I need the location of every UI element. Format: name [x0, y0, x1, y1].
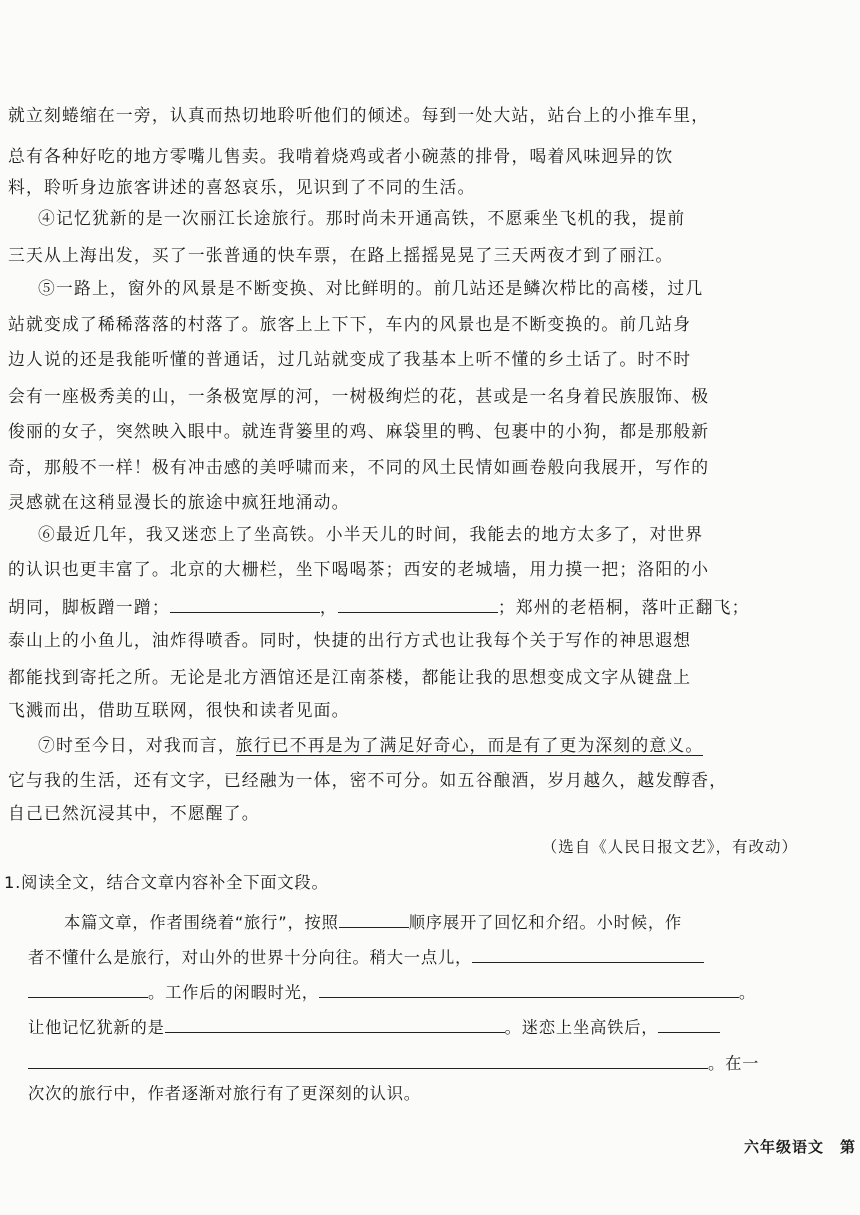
question-line: 者不懂什么是旅行，对山外的世界十分向往。稍大一点儿， — [28, 944, 704, 970]
question-line: 。在一 — [28, 1050, 759, 1076]
passage-line: 料，聆听身边旅客讲述的喜怒哀乐，见识到了不同的生活。 — [8, 177, 476, 197]
question-line: 。工作后的闲暇时光， 。 — [28, 979, 756, 1005]
source-citation: （选自《人民日报文艺》，有改动） — [541, 838, 798, 856]
paragraph-5-line: 边人说的还是我能听懂的普通话，过几站就变成了我基本上听不懂的乡土话了。时不时 — [8, 349, 692, 369]
paragraph-4-line: 三天从上海出发，买了一张普通的快车票，在路上摇摇晃晃了三天两夜才到了丽江。 — [8, 245, 674, 265]
answer-blank[interactable] — [658, 1014, 720, 1033]
answer-blank[interactable] — [338, 594, 498, 613]
answer-blank[interactable] — [170, 594, 320, 613]
answer-blank[interactable] — [28, 1050, 708, 1069]
paragraph-4-line: ④记忆犹新的是一次丽江长途旅行。那时尚未开通高铁，不愿乘坐飞机的我，提前 — [38, 208, 686, 228]
question-line: 让他记忆犹新的是 。迷恋上坐高铁后， — [28, 1014, 720, 1040]
passage-line: 就立刻蜷缩在一旁，认真而热切地聆听他们的倾述。每到一处大站，站台上的小推车里， — [8, 105, 710, 125]
paragraph-5-line: 会有一座极秀美的山，一条极宽厚的河，一树极绚烂的花，甚或是一名身着民族服饰、极 — [8, 386, 710, 406]
question-prompt: 1.阅读全文，结合文章内容补全下面文段。 — [4, 873, 329, 892]
answer-blank[interactable] — [28, 979, 148, 998]
paragraph-5-line: 奇，那般不一样！极有冲击感的美呼啸而来，不同的风土民情如画卷般向我展开，写作的 — [8, 457, 710, 477]
answer-blank[interactable] — [165, 1014, 505, 1033]
answer-blank[interactable] — [319, 979, 739, 998]
answer-blank[interactable] — [472, 944, 704, 963]
page-footer: 六年级语文 第 — [743, 1138, 856, 1156]
question-line: 本篇文章，作者围绕着“旅行”，按照 顺序展开了回忆和介绍。小时候，作 — [64, 909, 682, 935]
paragraph-5-line: 站就变成了稀稀落落的村落了。旅客上上下下，车内的风景也是不断变换的。前几站身 — [8, 314, 692, 334]
paragraph-6-line-with-blanks: 胡同，脚板蹭一蹭； ， ；郑州的老梧桐，落叶正翻飞； — [8, 594, 750, 619]
underlined-sentence: 旅行已不再是为了满足好奇心，而是有了更为深刻的意义。 — [235, 735, 704, 755]
paragraph-7-line: ⑦时至今日，对我而言，旅行已不再是为了满足好奇心，而是有了更为深刻的意义。 — [38, 735, 704, 755]
paragraph-6-line: 泰山上的小鱼儿，油炸得喷香。同时，快捷的出行方式也让我每个关于写作的神思遐想 — [8, 630, 692, 650]
paragraph-6-line: ⑥最近几年，我又迷恋上了坐高铁。小半天儿的时间，我能去的地方太多了，对世界 — [38, 524, 704, 544]
paragraph-5-line: 灵感就在这稍显漫长的旅途中疯狂地涌动。 — [8, 492, 350, 512]
answer-blank[interactable] — [339, 909, 409, 928]
paragraph-5-line: ⑤一路上，窗外的风景是不断变换、对比鲜明的。前几站还是鳞次栉比的高楼，过几 — [38, 278, 704, 298]
question-line: 次次的旅行中，作者逐渐对旅行有了更深刻的认识。 — [28, 1084, 421, 1103]
passage-line: 总有各种好吃的地方零嘴儿售卖。我啃着烧鸡或者小碗蒸的排骨，喝着风味迥异的饮 — [8, 146, 674, 166]
paragraph-5-line: 俊丽的女子，突然映入眼中。就连背篓里的鸡、麻袋里的鸭、包裹中的小狗，都是那般新 — [8, 421, 710, 441]
paragraph-6-line: 飞溅而出，借助互联网，很快和读者见面。 — [8, 700, 350, 720]
paragraph-6-line: 的认识也更丰富了。北京的大栅栏，坐下喝喝茶；西安的老城墙，用力摸一把；洛阳的小 — [8, 559, 710, 579]
paragraph-7-line: 自己已然沉浸其中，不愿醒了。 — [8, 803, 260, 823]
paragraph-6-line: 都能找到寄托之所。无论是北方酒馆还是江南茶楼，都能让我的思想变成文字从键盘上 — [8, 667, 692, 687]
paragraph-7-line: 它与我的生活，还有文字，已经融为一体，密不可分。如五谷酿酒，岁月越久，越发醇香， — [8, 770, 728, 790]
